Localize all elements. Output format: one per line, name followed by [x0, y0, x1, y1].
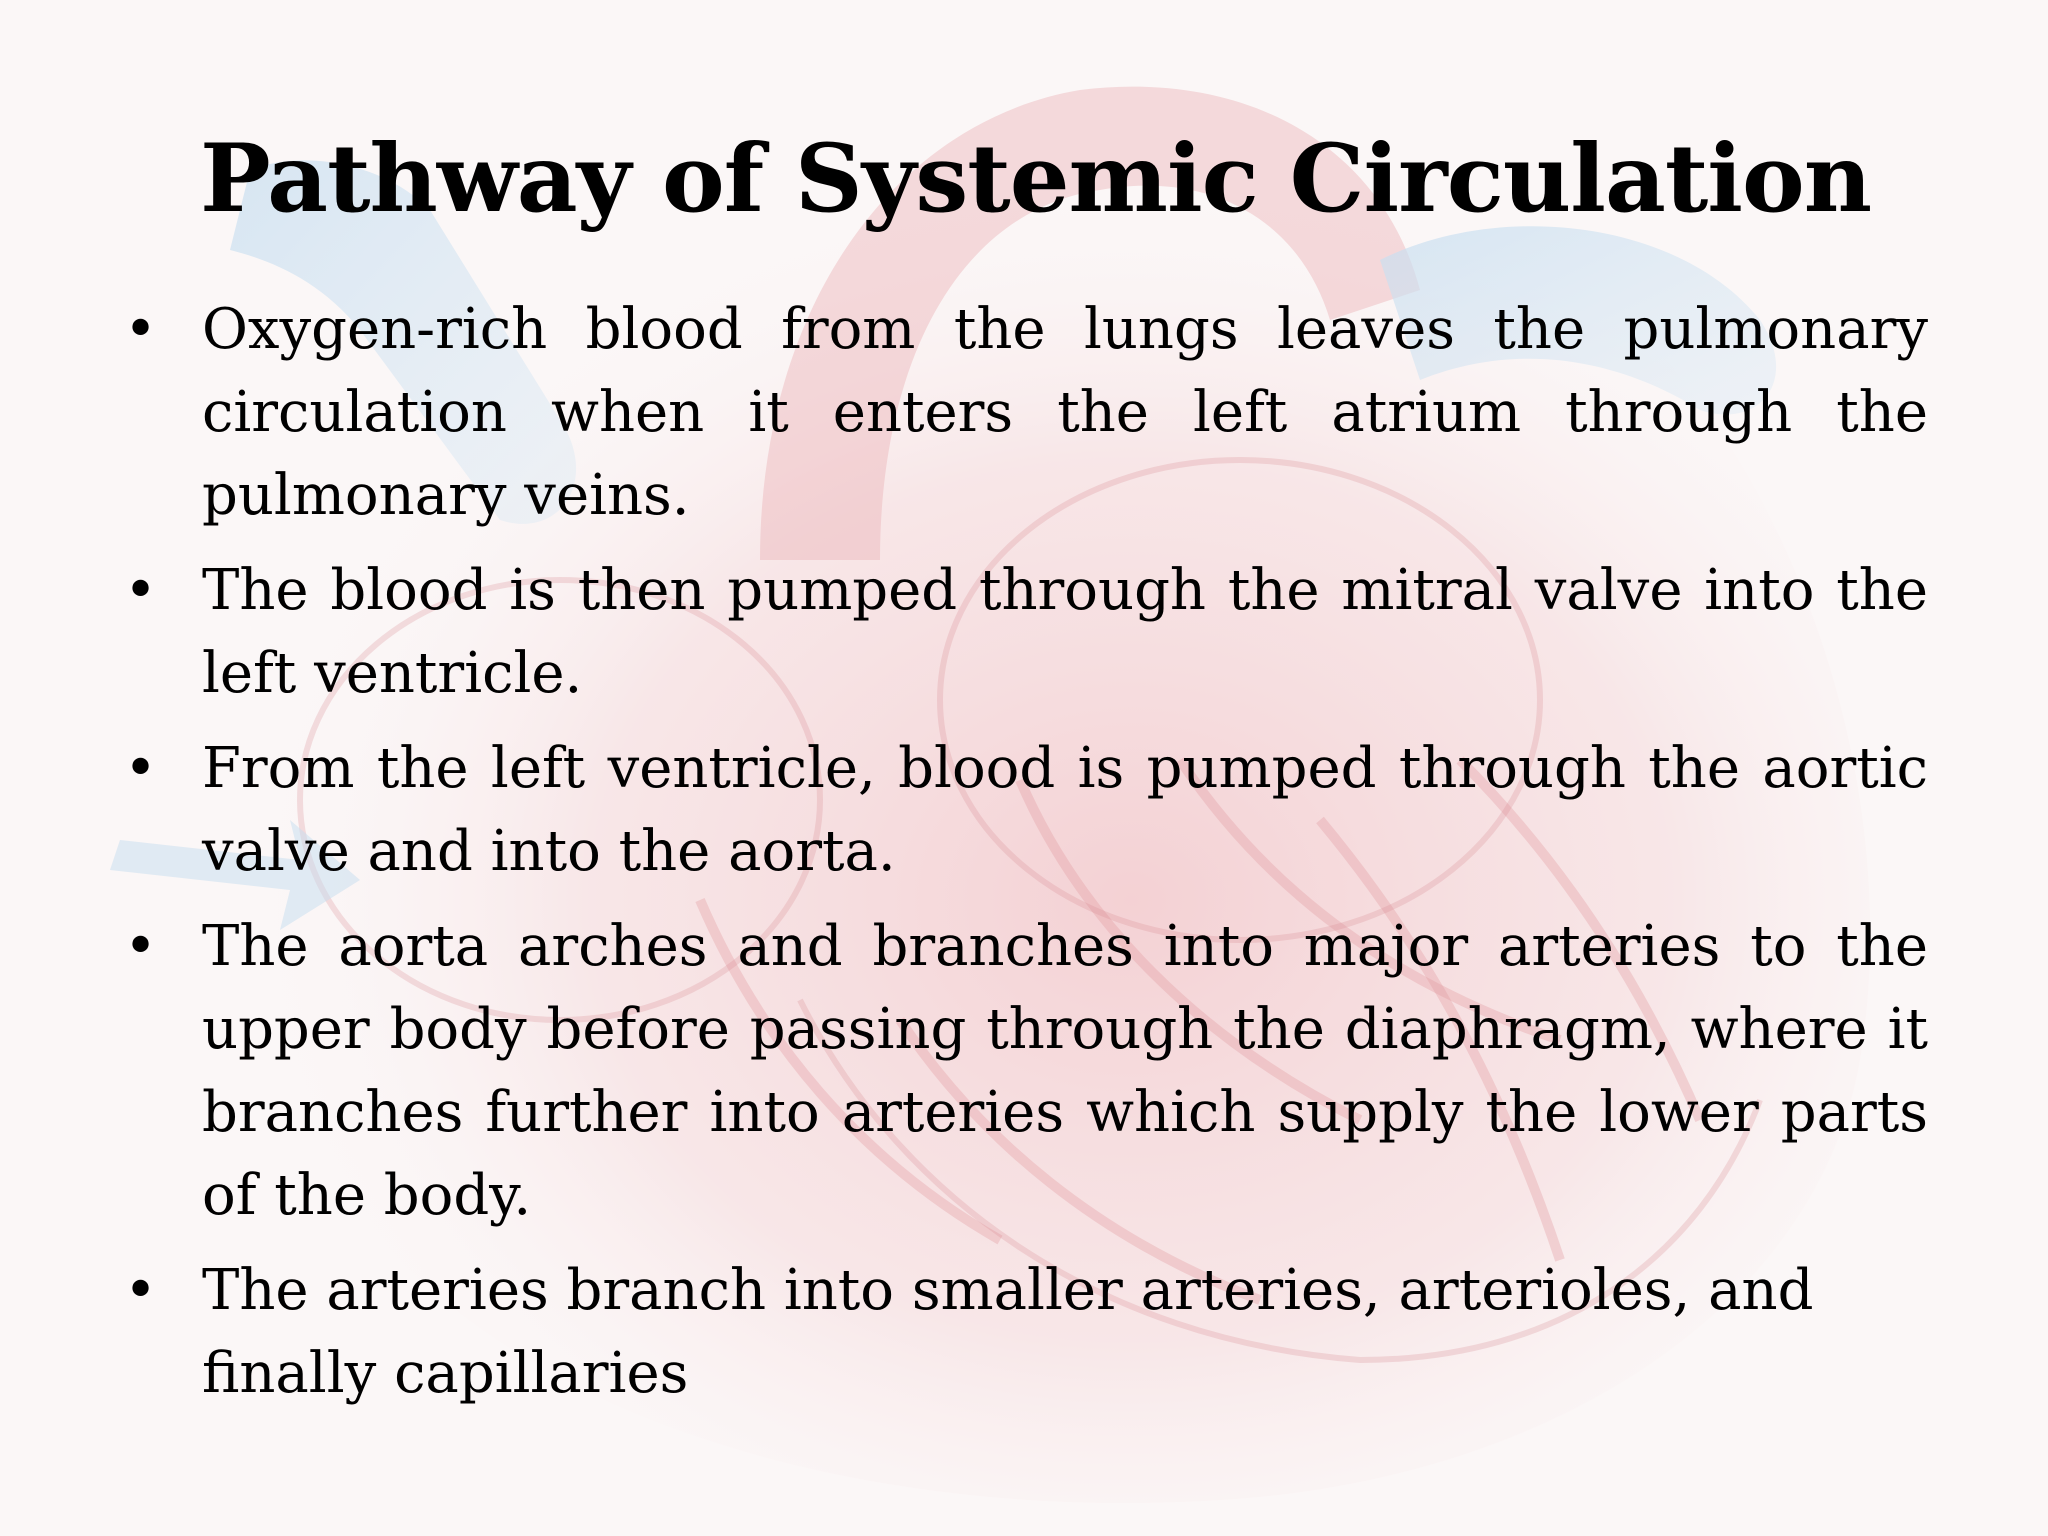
bullet-text: The aorta arches and branches into major arteries to the upper body before passing through the diaphragm, where it branches further into arteries which supply the lower parts of the body. [202, 914, 1928, 1228]
bullet-item [118, 1249, 1928, 1415]
bullet-item [118, 549, 1928, 715]
bullet-item [118, 905, 1928, 1237]
bullet-item [118, 288, 1928, 537]
bullet-marker: • [124, 558, 158, 623]
bullet-text: Oxygen-rich blood from the lungs leaves the pulmonary circulation when it enters the left atrium through the pulmonary veins. [202, 297, 1928, 528]
bullet-list [118, 288, 1928, 1427]
bullet-marker: • [124, 736, 158, 801]
bullet-text: The arteries branch into smaller arteries, arterioles, and finally capillaries [202, 1258, 1814, 1406]
slide-title: Pathway of Systemic Circulation [200, 124, 1872, 234]
bullet-text: The blood is then pumped through the mitral valve into the left ventricle. [202, 558, 1928, 706]
bullet-marker: • [124, 1258, 158, 1323]
bullet-item [118, 727, 1928, 893]
bullet-marker: • [124, 297, 158, 362]
bullet-text: From the left ventricle, blood is pumped through the aortic valve and into the aorta. [202, 736, 1928, 884]
bullet-marker: • [124, 914, 158, 979]
